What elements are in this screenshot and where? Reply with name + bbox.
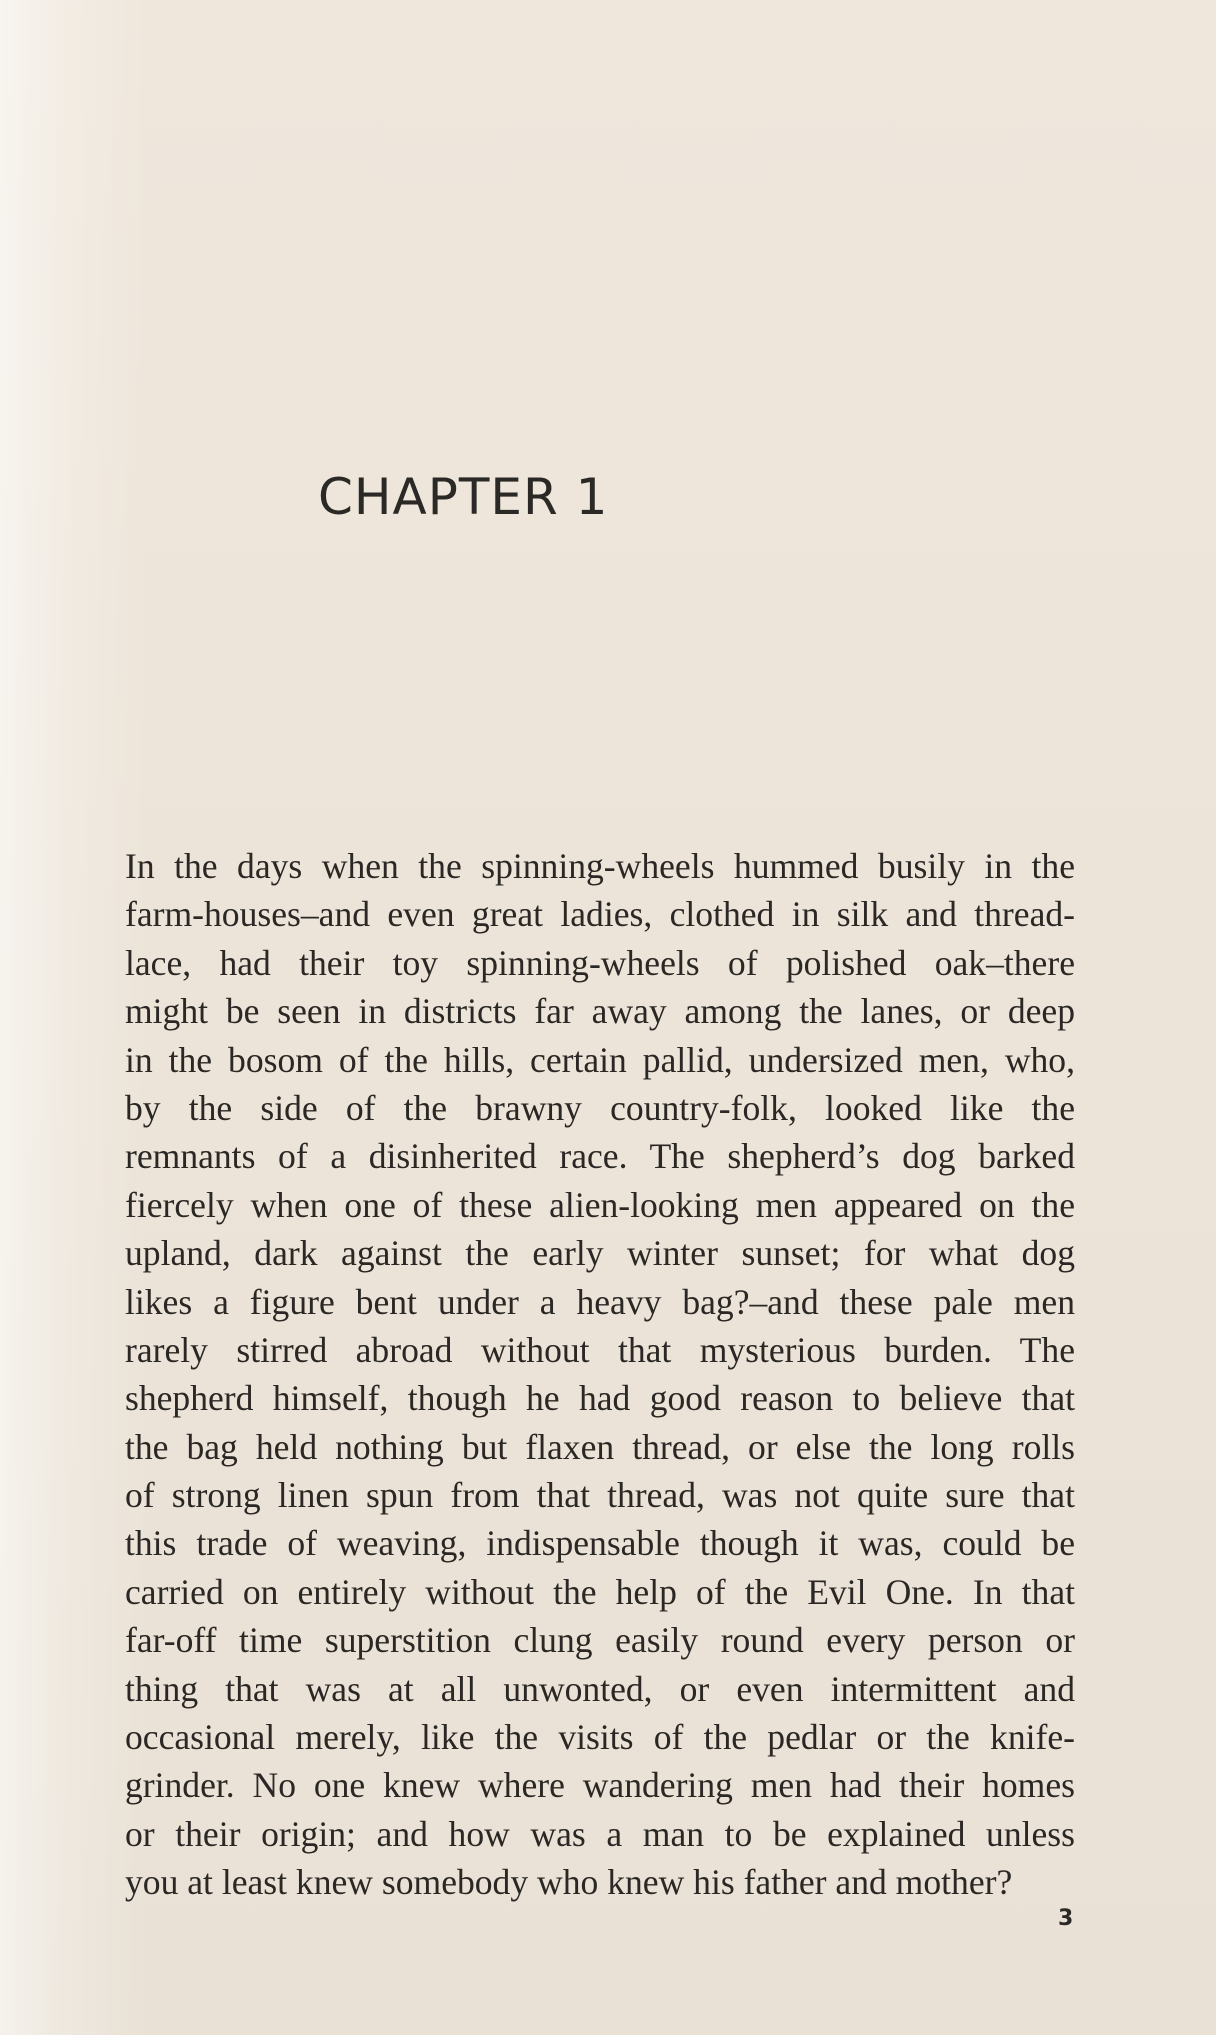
text-line: thing that was at all unwonted, or even intermittent and [125, 1668, 1075, 1709]
text-line: you at least knew somebody who knew his father and mother? [125, 1862, 1013, 1903]
text-line: fiercely when one of these alien-looking men appeared on the [125, 1184, 1075, 1225]
text-line: rarely stirred abroad without that mysterious burden. The [125, 1329, 1075, 1370]
text-line: shepherd himself, though he had good reason to believe that [125, 1378, 1075, 1419]
text-line: by the side of the brawny country-folk, looked like the [125, 1087, 1075, 1128]
text-line: upland, dark against the early winter sunset; for what dog [125, 1233, 1075, 1274]
text-line: the bag held nothing but flaxen thread, or else the long rolls [125, 1426, 1075, 1467]
text-line: this trade of weaving, indispensable though it was, could be [125, 1523, 1075, 1564]
text-line: in the bosom of the hills, certain pallid, undersized men, who, [125, 1039, 1075, 1080]
page-number: 3 [1058, 1906, 1074, 1931]
text-line: far-off time superstition clung easily round every person or [125, 1620, 1075, 1661]
text-line: farm-houses–and even great ladies, clothed in silk and thread- [125, 894, 1075, 935]
body-paragraph [125, 842, 1075, 1907]
text-line: of strong linen spun from that thread, was not quite sure that [125, 1475, 1075, 1516]
text-line: In the days when the spinning-wheels hummed busily in the [125, 846, 1075, 886]
text-line: likes a figure bent under a heavy bag?–and these pale men [125, 1281, 1075, 1322]
text-line: might be seen in districts far away among the lanes, or deep [125, 991, 1075, 1032]
text-line: grinder. No one knew where wandering men had their homes [125, 1765, 1075, 1806]
chapter-title: CHAPTER 1 [318, 468, 609, 526]
text-line: carried on entirely without the help of the Evil One. In that [125, 1571, 1075, 1612]
text-line: or their origin; and how was a man to be explained unless [125, 1813, 1075, 1854]
text-line: lace, had their toy spinning-wheels of polished oak–there [125, 942, 1075, 983]
text-line: occasional merely, like the visits of the pedlar or the knife- [125, 1717, 1075, 1758]
text-line: remnants of a disinherited race. The shepherd’s dog barked [125, 1136, 1075, 1177]
